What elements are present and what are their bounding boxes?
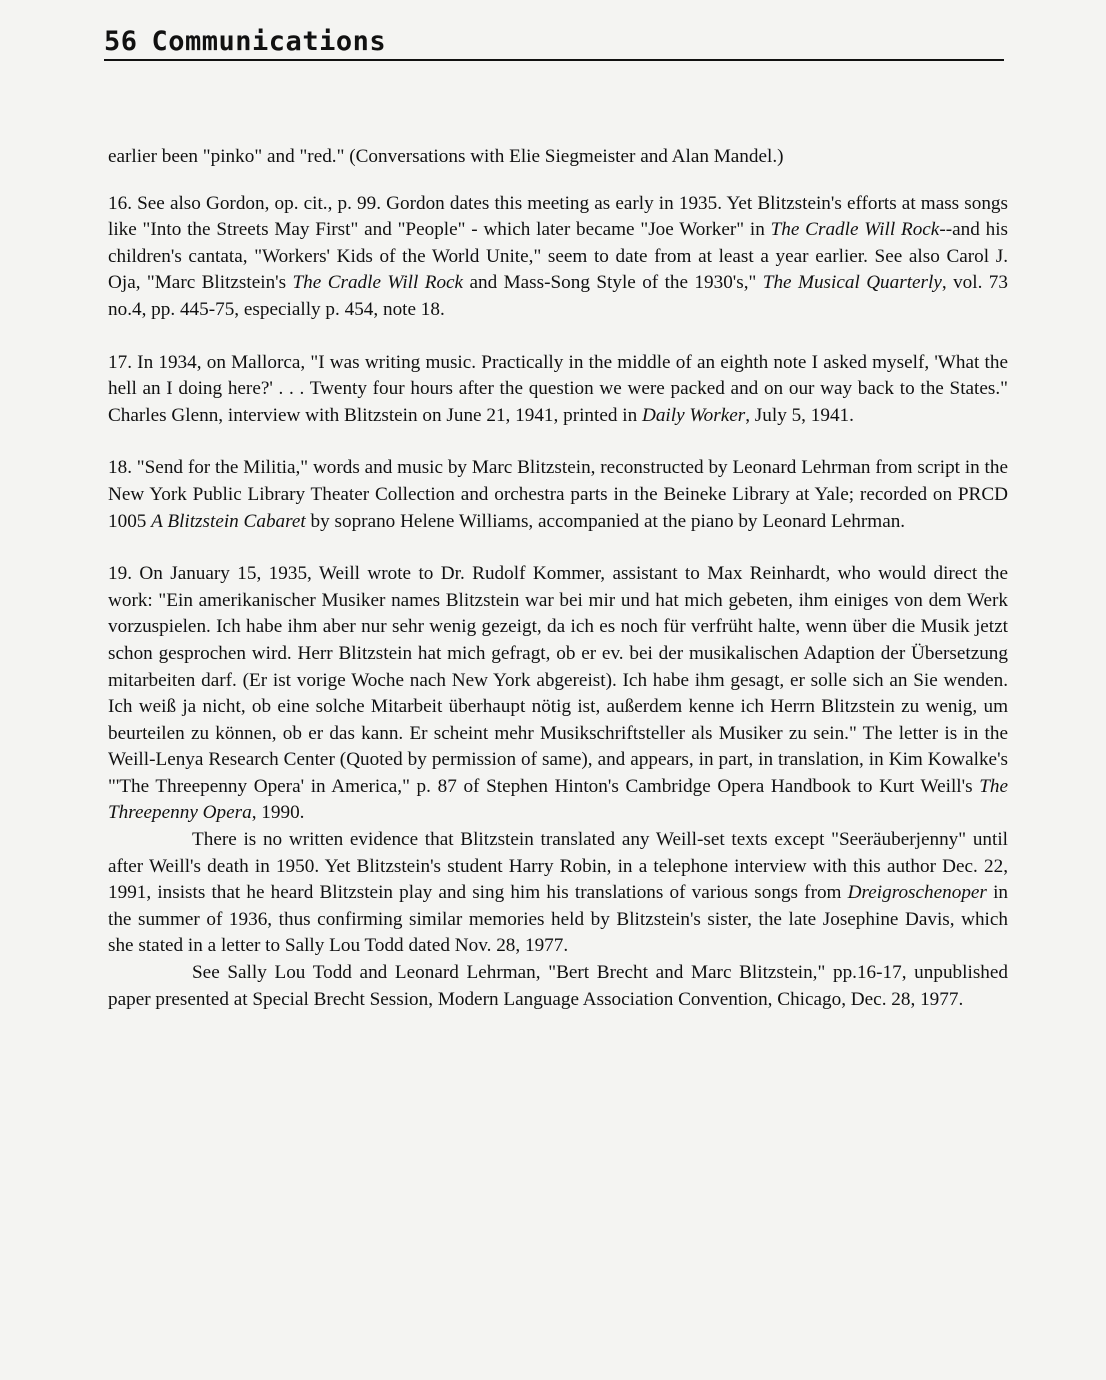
section-title: Communications <box>151 26 387 57</box>
text-run: See Sally Lou Todd and Leonard Lehrman, "Bert Brecht and Marc Blitzstein," pp.16-17, unpublished paper presented at Special Brecht Session, Modern Language Association Convention, Chicago, Dec. 28, 1977. <box>108 962 1008 1010</box>
footnote-19-reference <box>108 960 1008 1013</box>
footnote-18 <box>108 455 1008 535</box>
text-run: 18. "Send for the Militia," words and music by Marc Blitzstein, reconstructed by Leonard Lehrman from script in the New York Public Library Theater Collection and orchestra parts in the Beineke Library at Yale; recorded on PRCD 1005 <box>108 457 1008 532</box>
continued-note <box>108 144 1008 171</box>
text-run: , July 5, 1941. <box>745 404 854 426</box>
text-run: and Mass-Song Style of the 1930's," <box>463 272 763 294</box>
footnote-16 <box>108 191 1008 324</box>
text-run: There is no written evidence that Blitzstein translated any Weill-set texts except "Seeräuberjenny" until after Weill's death in 1950. Yet Blitzstein's student Harry Robin, in a telephone interview with this author Dec. 22, 1991, insists that he heard Blitzstein play and sing him his translations of various songs from <box>108 829 1008 904</box>
text-run: earlier been "pinko" and "red." (Conversations with Elie Siegmeister and Alan Mandel.) <box>108 146 784 167</box>
italic-title: The Musical Quarterly <box>762 272 942 294</box>
footnote-19 <box>108 561 1008 827</box>
italic-title: The Cradle Will Rock <box>292 272 464 294</box>
italic-title: Daily Worker <box>641 404 746 426</box>
italic-title: Dreigroschenoper <box>847 882 987 904</box>
text-run: in the summer of 1936, thus confirming similar memories held by Blitzstein's sister, the late Josephine Davis, which she stated in a letter to Sally Lou Todd dated Nov. 28, 1977. <box>108 882 1008 957</box>
text-run: by soprano Helene Williams, accompanied at the piano by Leonard Lehrman. <box>305 510 906 532</box>
text-run: , 1990. <box>251 802 305 824</box>
page-number: 56 <box>104 26 138 57</box>
footnote-19-continued <box>108 827 1008 960</box>
italic-title: The Cradle Will Rock <box>770 219 940 241</box>
page-header <box>104 26 1004 61</box>
text-run: , vol. 73 no.4, pp. 445-75, especially p. 454, note 18. <box>108 272 1008 320</box>
italic-title: The Threepenny Opera <box>108 775 1008 824</box>
footnotes-body <box>108 144 1008 1013</box>
text-run: 16. See also Gordon, op. cit., p. 99. Gordon dates this meeting as early in 1935. Yet Blitzstein's efforts at mass songs like "Into the Streets May First" and "People" - which later became "Joe Worker" in <box>108 192 1008 241</box>
italic-title: A Blitzstein Cabaret <box>151 510 306 532</box>
footnote-17 <box>108 350 1008 430</box>
text-run: 19. On January 15, 1935, Weill wrote to Dr. Rudolf Kommer, assistant to Max Reinhardt, who would direct the work: "Ein amerikanischer Musiker names Blitzstein war bei mir und hat mich gebeten, ihm einiges von dem Werk vorzuspielen. Ich habe ihm aber nur sehr wenig gezeigt, da ich es noch für verfrüht halte, wenn über die Musik jetzt schon gesprochen wird. Herr Blitzstein hat mich gefragt, ob er ev. bei der musikalischen Adaption der Übersetzung mitarbeiten darf. (Er ist vorige Woche nach New York abgereist). Ich habe ihm gesagt, er solle sich an Sie wenden. Ich weiß ja nicht, ob eine solche Mitarbeit überhaupt nötig ist, außerdem kenne ich Herrn Blitzstein zu wenig, um beurteilen zu können, ob er das kann. Er scheint mehr Musikschriftsteller als Musiker zu sein." The letter is in the Weill-Lenya Research Center (Quoted by permission of same), and appears, in part, in translation, in Kim Kowalke's "'The Threepenny Opera' in America," p. 87 of Stephen Hinton's Cambridge Opera Handbook to Kurt Weill's <box>108 563 1008 797</box>
text-run: 17. In 1934, on Mallorca, "I was writing music. Practically in the middle of an eighth note I asked myself, 'What the hell an I doing here?' . . . Twenty four hours after the question we were packed and on our way back to the States." Charles Glenn, interview with Blitzstein on June 21, 1941, printed in <box>108 351 1008 426</box>
text-run: --and his children's cantata, "Workers' Kids of the World Unite," seem to date from at least a year earlier. See also Carol J. Oja, "Marc Blitzstein's <box>108 219 1008 294</box>
